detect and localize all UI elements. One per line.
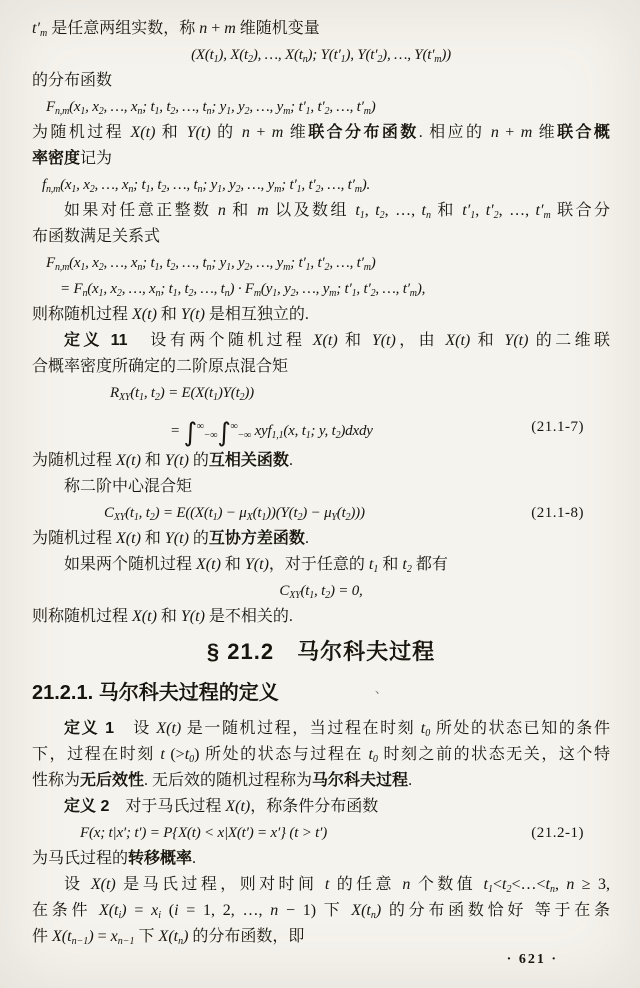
text-markov-times-line1: 设 X(t) 是马氏过程，则对时间 t 的任意 n 个数值 $t_1<t_2<\dots<t_n$, n ≥ 3, bbox=[64, 876, 610, 895]
text-uncorrelated-condition: 如果两个随机过程 X(t) 和 Y(t)，对于任意的 $t_1$ 和 $t_2$ 都有 bbox=[64, 556, 448, 575]
text-mutually-independent: 则称随机过程 X(t) 和 Y(t) 是相互独立的. bbox=[32, 306, 309, 323]
text-independence-cond-2: 布函数满足关系式 bbox=[32, 228, 161, 245]
text-markov-times-line3: 件 $X(t_{n-1}) = x_{n-1}$ 下 $X(t_n)$ 的分布函数，即 bbox=[32, 928, 305, 947]
text-intro-line: $t'_m$ 是任意两组实数，称 n + m 维随机变量 bbox=[32, 20, 320, 39]
text-uncorrelated-name: 则称随机过程 X(t) 和 Y(t) 是不相关的. bbox=[32, 608, 293, 625]
formula-joint-distribution-F: $F_{n,m}(x_1$, $x_2$, …, $x_n$; $t_1$, $t_2$, …, $t_n$; $y_1$, $y_2$, …, $y_m$; $t'_1$, $t'_2$, …, $t'_m$) bbox=[46, 99, 376, 117]
formula-cross-covariance: $C_{XY}(t_1$, $t_2) = E((X(t_1) - \mu_X(t_1))(Y(t_2) - \mu_Y(t_2)))$ bbox=[104, 505, 365, 523]
text-distribution-label: 的分布函数 bbox=[32, 72, 113, 89]
equation-number: (21.1-7) bbox=[531, 418, 584, 435]
spacer bbox=[32, 708, 610, 716]
text-joint-distribution-def: 为随机过程 X(t) 和 Y(t) 的 n + m 维联合分布函数. 相应的 n + m 维联合概 bbox=[32, 124, 610, 141]
section-heading: § 21.2 马尔科夫过程 bbox=[206, 639, 436, 664]
formula-transition-probability: F(x; t|x′; t′) = P{X(t) < x|X(t′) = x′} (t > t′) bbox=[80, 825, 328, 841]
text-cross-covariance-name: 为随机过程 X(t) 和 Y(t) 的互协方差函数. bbox=[32, 530, 309, 547]
equation-row-transition-probability bbox=[32, 820, 610, 846]
equation-row-cross-correlation-integral bbox=[32, 406, 610, 448]
formula-cxy-zero: $C_{XY}(t_1$, $t_2) = 0$, bbox=[279, 583, 363, 601]
text-independence-cond-1: 如果对任意正整数 n 和 m 以及数组 $t_1$, $t_2$, …, $t_n$ 和 $t'_1$, $t'_2$, …, $t'_m$ 联合分 bbox=[64, 202, 610, 221]
text-definition-1-line1: 定义 1 设 X(t) 是一随机过程，当过程在时刻 $t_0$ 所处的状态已知的条件 bbox=[64, 720, 610, 739]
scan-artifact-mark: 、 bbox=[374, 681, 388, 696]
equation-number: (21.1-8) bbox=[531, 504, 584, 521]
text-markov-times-line2: 在条件 $X(t_i) = x_i$ (i = 1, 2, …, n − 1) 下 $X(t_n)$ 的分布函数恰好 等于在条 bbox=[32, 902, 611, 921]
subsection-heading-text: 21.2.1. 马尔科夫过程的定义 bbox=[32, 682, 279, 704]
text-density-label: 率密度记为 bbox=[32, 150, 113, 167]
text-definition-1-line3: 性称为无后效性. 无后效的随机过程称为马尔科夫过程. bbox=[32, 772, 413, 789]
text-central-moment-label: 称二阶中心混合矩 bbox=[64, 478, 193, 495]
text-definition-11: 定义 11 设有两个随机过程 X(t) 和 Y(t)，由 X(t) 和 Y(t) 的二维联 bbox=[64, 332, 610, 349]
equation-number: (21.2-1) bbox=[531, 824, 584, 841]
formula-double-integral: = $\int^\infty_{-\infty}\int^\infty_{-\infty}$ xyf$_{1,1}$(x, $t_1$; y, $t_2)dxdy$ bbox=[170, 418, 373, 448]
text-transition-probability-name: 为马氏过程的转移概率. bbox=[32, 850, 197, 867]
formula-joint-density-f: $f_{n,m}(x_1$, $x_2$, …, $x_n$; $t_1$, $t_2$, …, $t_n$; $y_1$, $y_2$, …, $y_m$; $t'_1$, $t'_2$, …, $t'_m$). bbox=[42, 177, 371, 195]
text-definition-1-line2: 下，过程在时刻 t $(>t_0)$ 所处的状态与过程在 $t_0$ 时刻之前的状态无关，这个特 bbox=[32, 746, 610, 765]
formula-independence-lhs: $F_{n,m}(x_1$, $x_2$, …, $x_n$; $t_1$, $t_2$, …, $t_n$; $y_1$, $y_2$, …, $y_m$; $t'_1$, $t'_2$, …, $t'_m$) bbox=[46, 255, 376, 273]
page-number: · 621 · bbox=[506, 952, 558, 967]
formula-cross-correlation: $R_{XY}(t_1$, $t_2) = E(X(t_1)Y(t_2))$ bbox=[110, 385, 254, 403]
formula-independence-rhs: = $F_n(x_1$, $x_2$, …, $x_n$; $t_1$, $t_2$, …, $t_n) \cdot F_m(y_1$, $y_2$, …, $y_m$; $t'_1$, $t'_2$, …, $t'_m$), bbox=[60, 281, 426, 299]
formula-random-vector: ($X(t_1)$, $X(t_2)$, …, $X(t_n)$; $Y(t'_1)$, $Y(t'_2)$, …, $Y(t'_m)$) bbox=[191, 47, 451, 65]
text-cross-correlation-name: 为随机过程 X(t) 和 Y(t) 的互相关函数. bbox=[32, 452, 293, 469]
equation-row-cross-covariance bbox=[32, 500, 610, 526]
subsection-heading bbox=[32, 678, 610, 708]
text-second-order-moment: 合概率密度所确定的二阶原点混合矩 bbox=[32, 358, 289, 375]
text-definition-2: 定义 2 对于马氏过程 X(t)，称条件分布函数 bbox=[64, 798, 379, 815]
